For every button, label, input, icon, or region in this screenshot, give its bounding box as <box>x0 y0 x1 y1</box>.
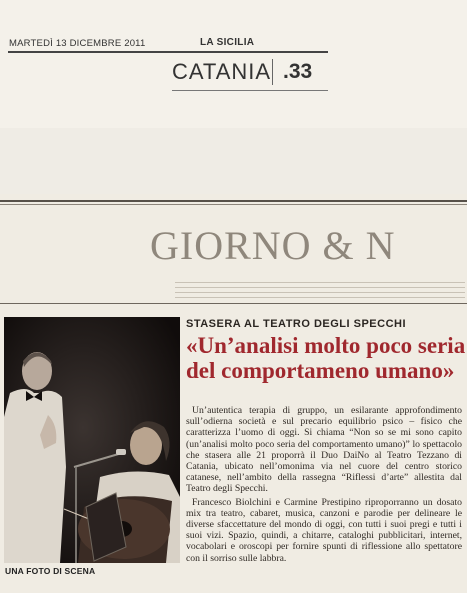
article-paragraph: Francesco Biolchini e Carmine Prestipino riproporranno un dosato mix tra teatro, cabaret, musica, canzoni e parodie per delineare le diverse sfaccettature del mondo di oggi, con tutti i suoi pregi e tutti i suoi vizi. Spazio, quindi, a chitarre, cataloghi pubblicitari, internet, vocabolari e oroscopi per fornire spunti di riflessione allo spettatore con il sorriso sulle labbra. <box>186 496 462 564</box>
stage-photo <box>4 317 180 563</box>
ghost-line <box>175 287 465 288</box>
page-gap <box>0 128 467 194</box>
article-paragraph: Un’autentica terapia di gruppo, un esilarante approfondimento sull’odierna società e sul precario equilibrio psico – fisico che caratterizza l’uomo di oggi. Si chiama “Non so se mi sono capito (un’analisi molto poco seria del comportamento umano)” lo spettacolo che stasera alle 21 proporrà il Duo DaiNo al Teatro Tezzano di Catania, ubicato nell’omonima via nel cuore del centro storico catanese, nell’ambito della rassegna “Riflessi d’arte” allestita dal Teatro degli Specchi. <box>186 405 462 495</box>
ghost-line <box>175 282 465 283</box>
section-divider <box>272 59 273 85</box>
article-body <box>186 405 462 564</box>
article-kicker: STASERA AL TEATRO DEGLI SPECCHI <box>186 318 407 330</box>
band-title: GIORNO & N <box>150 223 396 268</box>
headline-line: «Un’analisi molto poco seria <box>186 333 466 358</box>
article-headline <box>186 333 464 383</box>
page-number: .33 <box>283 60 313 83</box>
show-through-text <box>175 278 465 302</box>
band-rule-secondary <box>0 204 467 205</box>
section-name: CATANIA <box>172 59 272 84</box>
ghost-line <box>175 297 465 298</box>
band-rule-bottom <box>0 303 467 304</box>
masthead-newspaper-name: LA SICILIA <box>200 37 255 48</box>
masthead-date: MARTEDÌ 13 DICEMBRE 2011 <box>9 38 146 49</box>
band-rule-top <box>0 200 467 202</box>
ghost-line <box>175 292 465 293</box>
headline-line: del comportameno umano» <box>186 358 455 383</box>
masthead-rule <box>8 51 328 53</box>
section-underline <box>172 90 328 91</box>
photo-caption: UNA FOTO DI SCENA <box>5 566 96 576</box>
